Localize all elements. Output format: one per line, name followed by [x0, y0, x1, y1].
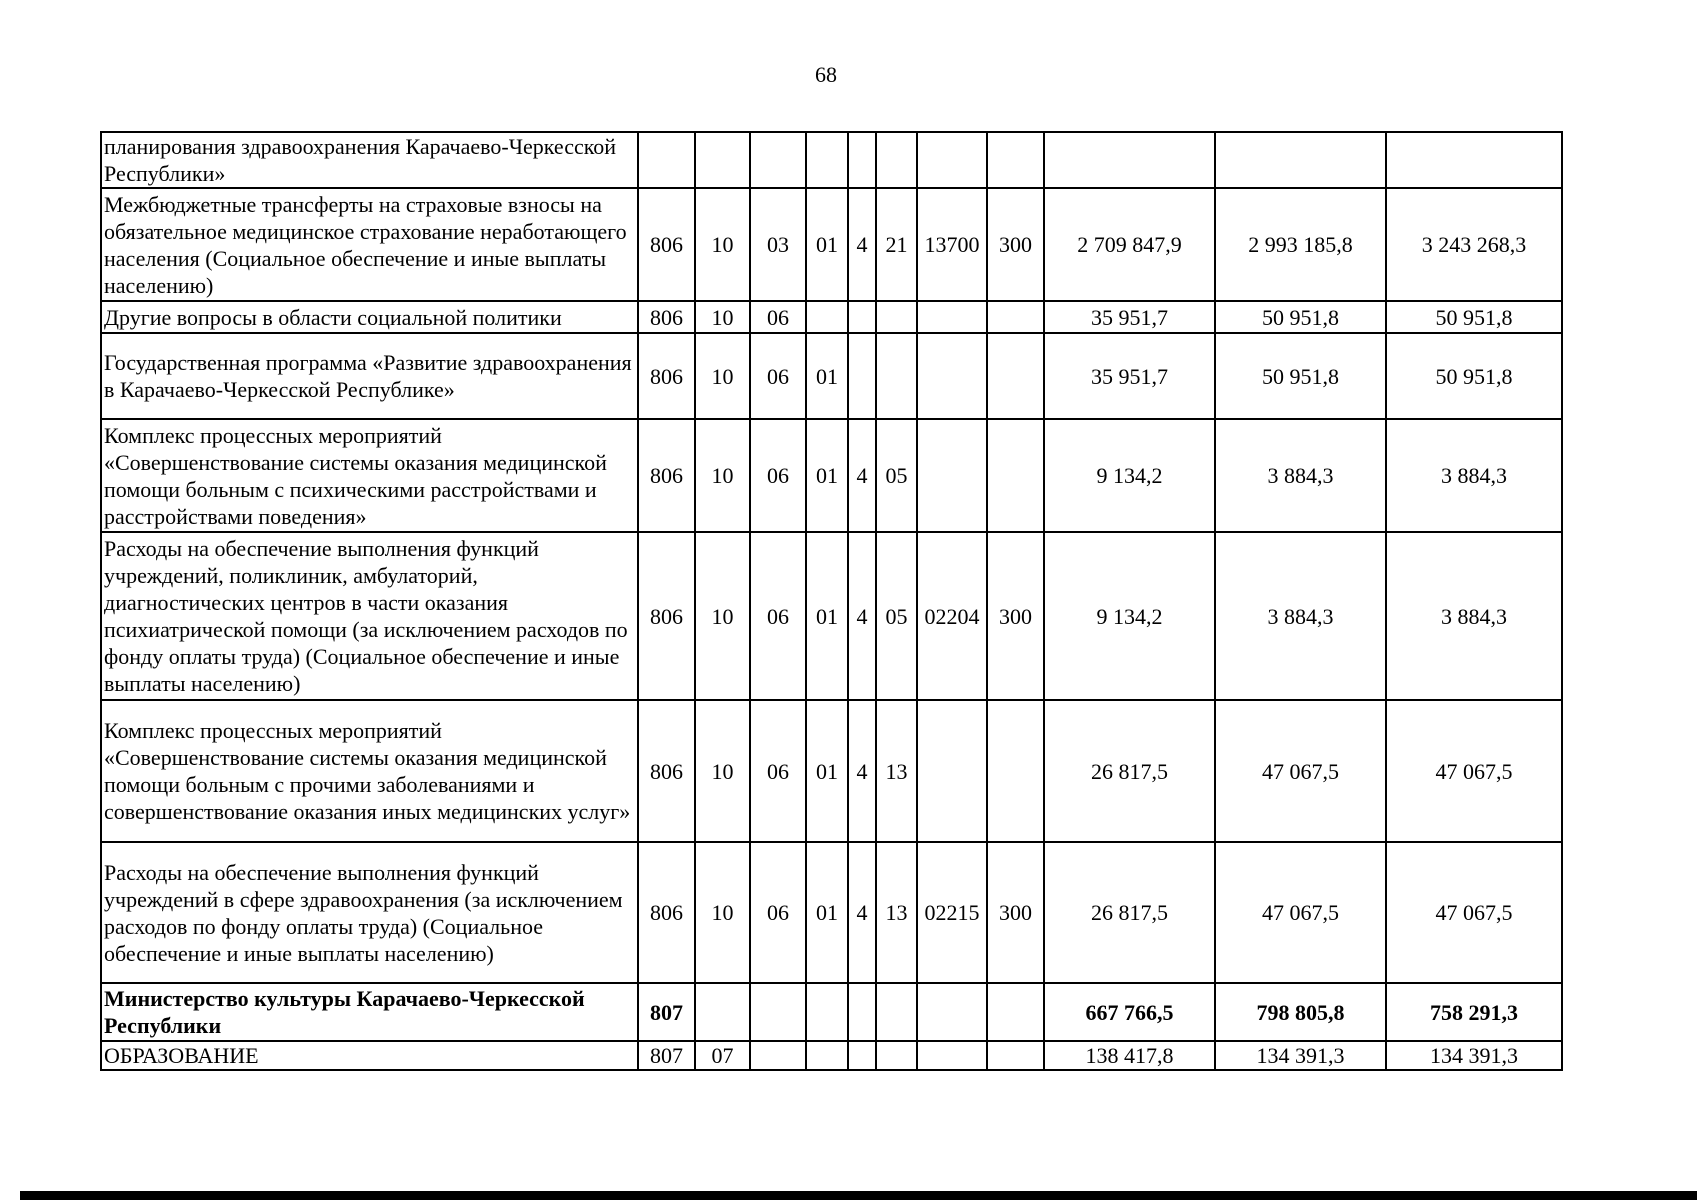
- expense-type-code: 300: [987, 842, 1044, 983]
- amount-year-1: 138 417,8: [1044, 1041, 1215, 1070]
- amount-year-1: 35 951,7: [1044, 333, 1215, 419]
- amount-year-3: 50 951,8: [1386, 333, 1562, 419]
- table-row: [101, 333, 1562, 419]
- expense-type-code: [987, 333, 1044, 419]
- amount-year-3: 3 243 268,3: [1386, 188, 1562, 301]
- subprogram-code: 13: [876, 700, 917, 842]
- page-bottom-border: [20, 1191, 1697, 1200]
- section-code: 07: [695, 1041, 750, 1070]
- expense-type-code: 300: [987, 188, 1044, 301]
- amount-year-2: 47 067,5: [1215, 700, 1386, 842]
- program-code: 01: [806, 700, 848, 842]
- table-row: [101, 188, 1562, 301]
- amount-year-2: [1215, 132, 1386, 188]
- amount-year-3: 47 067,5: [1386, 700, 1562, 842]
- subsection-code: 06: [750, 532, 806, 700]
- grbs-code: 806: [638, 700, 695, 842]
- subsection-code: 03: [750, 188, 806, 301]
- table-row: [101, 983, 1562, 1041]
- subprogram-code: 05: [876, 419, 917, 532]
- row-name: планирования здравоохранения Карачаево-Черкесской Республики»: [101, 132, 638, 188]
- grbs-code: 807: [638, 1041, 695, 1070]
- program-code: [806, 301, 848, 333]
- direction-code: 02215: [917, 842, 987, 983]
- row-name: Комплекс процессных мероприятий «Совершенствование системы оказания медицинской помощи больным с прочими заболеваниями и совершенствование оказания иных медицинских услуг»: [101, 700, 638, 842]
- row-name: Межбюджетные трансферты на страховые взносы на обязательное медицинское страхование неработающего населения (Социальное обеспечение и иные выплаты населению): [101, 188, 638, 301]
- section-code: 10: [695, 333, 750, 419]
- amount-year-3: 758 291,3: [1386, 983, 1562, 1041]
- grbs-code: 807: [638, 983, 695, 1041]
- subprogram-code: 13: [876, 842, 917, 983]
- program-type-code: 4: [848, 842, 876, 983]
- subsection-code: 06: [750, 842, 806, 983]
- direction-code: [917, 419, 987, 532]
- subsection-code: 06: [750, 333, 806, 419]
- direction-code: [917, 983, 987, 1041]
- subprogram-code: [876, 983, 917, 1041]
- section-code: 10: [695, 700, 750, 842]
- row-name: ОБРАЗОВАНИЕ: [101, 1041, 638, 1070]
- program-type-code: [848, 333, 876, 419]
- amount-year-1: 26 817,5: [1044, 842, 1215, 983]
- amount-year-2: 798 805,8: [1215, 983, 1386, 1041]
- program-type-code: [848, 132, 876, 188]
- program-type-code: [848, 983, 876, 1041]
- subsection-code: 06: [750, 419, 806, 532]
- expense-type-code: [987, 1041, 1044, 1070]
- expense-type-code: [987, 419, 1044, 532]
- section-code: 10: [695, 842, 750, 983]
- section-code: 10: [695, 301, 750, 333]
- grbs-code: 806: [638, 301, 695, 333]
- amount-year-2: 2 993 185,8: [1215, 188, 1386, 301]
- amount-year-2: 134 391,3: [1215, 1041, 1386, 1070]
- row-name: Расходы на обеспечение выполнения функций учреждений, поликлиник, амбулаторий, диагностических центров в части оказания психиатрической помощи (за исключением расходов по фонду оплаты труда) (Социальное обеспечение и иные выплаты населению): [101, 532, 638, 700]
- program-type-code: 4: [848, 532, 876, 700]
- amount-year-2: 3 884,3: [1215, 532, 1386, 700]
- subprogram-code: [876, 132, 917, 188]
- direction-code: [917, 700, 987, 842]
- table-row: [101, 532, 1562, 700]
- row-name: Расходы на обеспечение выполнения функций учреждений в сфере здравоохранения (за исключением расходов по фонду оплаты труда) (Социальное обеспечение и иные выплаты населению): [101, 842, 638, 983]
- grbs-code: 806: [638, 333, 695, 419]
- expense-type-code: [987, 983, 1044, 1041]
- amount-year-3: 47 067,5: [1386, 842, 1562, 983]
- subsection-code: 06: [750, 700, 806, 842]
- section-code: 10: [695, 188, 750, 301]
- table-row: [101, 301, 1562, 333]
- program-type-code: 4: [848, 700, 876, 842]
- subprogram-code: [876, 333, 917, 419]
- expense-type-code: [987, 700, 1044, 842]
- table-row: [101, 842, 1562, 983]
- amount-year-1: 26 817,5: [1044, 700, 1215, 842]
- program-type-code: 4: [848, 419, 876, 532]
- program-type-code: 4: [848, 188, 876, 301]
- program-code: 01: [806, 419, 848, 532]
- subsection-code: [750, 132, 806, 188]
- amount-year-1: 35 951,7: [1044, 301, 1215, 333]
- program-type-code: [848, 1041, 876, 1070]
- row-name: Комплекс процессных мероприятий «Совершенствование системы оказания медицинской помощи больным с психическими расстройствами и расстройствами поведения»: [101, 419, 638, 532]
- section-code: [695, 983, 750, 1041]
- program-code: [806, 132, 848, 188]
- amount-year-3: 50 951,8: [1386, 301, 1562, 333]
- direction-code: 02204: [917, 532, 987, 700]
- program-code: 01: [806, 532, 848, 700]
- grbs-code: 806: [638, 842, 695, 983]
- grbs-code: 806: [638, 188, 695, 301]
- expense-type-code: [987, 301, 1044, 333]
- subprogram-code: 21: [876, 188, 917, 301]
- amount-year-2: 3 884,3: [1215, 419, 1386, 532]
- program-type-code: [848, 301, 876, 333]
- direction-code: [917, 132, 987, 188]
- amount-year-3: 3 884,3: [1386, 532, 1562, 700]
- table-row: [101, 700, 1562, 842]
- row-name: Министерство культуры Карачаево-Черкесской Республики: [101, 983, 638, 1041]
- direction-code: [917, 1041, 987, 1070]
- grbs-code: [638, 132, 695, 188]
- amount-year-1: 2 709 847,9: [1044, 188, 1215, 301]
- program-code: 01: [806, 333, 848, 419]
- subsection-code: [750, 983, 806, 1041]
- budget-table: [100, 131, 1563, 1071]
- amount-year-3: [1386, 132, 1562, 188]
- subprogram-code: [876, 301, 917, 333]
- direction-code: [917, 301, 987, 333]
- amount-year-1: 9 134,2: [1044, 532, 1215, 700]
- program-code: [806, 1041, 848, 1070]
- subsection-code: 06: [750, 301, 806, 333]
- direction-code: 13700: [917, 188, 987, 301]
- amount-year-1: 667 766,5: [1044, 983, 1215, 1041]
- section-code: [695, 132, 750, 188]
- expense-type-code: [987, 132, 1044, 188]
- table-row: [101, 1041, 1562, 1070]
- grbs-code: 806: [638, 532, 695, 700]
- amount-year-2: 47 067,5: [1215, 842, 1386, 983]
- subsection-code: [750, 1041, 806, 1070]
- subprogram-code: 05: [876, 532, 917, 700]
- section-code: 10: [695, 419, 750, 532]
- amount-year-3: 134 391,3: [1386, 1041, 1562, 1070]
- amount-year-1: [1044, 132, 1215, 188]
- table-row: [101, 419, 1562, 532]
- grbs-code: 806: [638, 419, 695, 532]
- amount-year-2: 50 951,8: [1215, 333, 1386, 419]
- program-code: [806, 983, 848, 1041]
- row-name: Государственная программа «Развитие здравоохранения в Карачаево-Черкесской Республике»: [101, 333, 638, 419]
- expense-type-code: 300: [987, 532, 1044, 700]
- program-code: 01: [806, 188, 848, 301]
- program-code: 01: [806, 842, 848, 983]
- subprogram-code: [876, 1041, 917, 1070]
- amount-year-1: 9 134,2: [1044, 419, 1215, 532]
- amount-year-2: 50 951,8: [1215, 301, 1386, 333]
- table-row: [101, 132, 1562, 188]
- page-number: 68: [815, 62, 837, 87]
- section-code: 10: [695, 532, 750, 700]
- direction-code: [917, 333, 987, 419]
- row-name: Другие вопросы в области социальной политики: [101, 301, 638, 333]
- amount-year-3: 3 884,3: [1386, 419, 1562, 532]
